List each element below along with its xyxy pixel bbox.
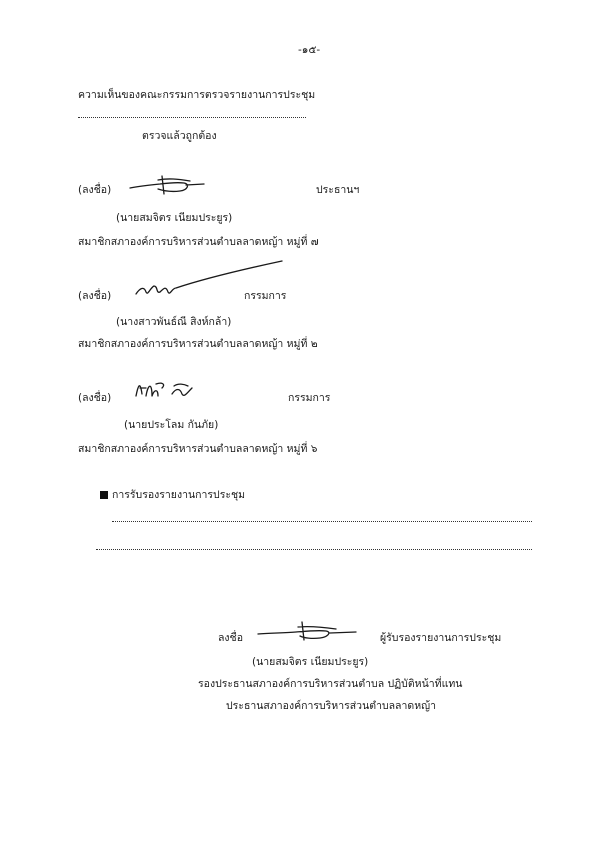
signer-3-role: กรรมการ [288,392,331,404]
signer-3-signature [132,374,196,402]
opinion-dotted-line [78,117,306,118]
signer-2-prefix: (ลงชื่อ) [78,290,112,302]
signer-1-name: (นายสมจิตร เนียมประยูร) [116,212,233,224]
certification-heading-text: การรับรองรายงานการประชุม [112,489,246,501]
signer-2-name: (นางสาวพันธ์ณี สิงห์กล้า) [116,316,232,328]
committee-opinion-heading: ความเห็นของคณะกรรมการตรวจรายงานการประชุม [78,89,316,101]
certifier-position-line-2: ประธานสภาองค์การบริหารส่วนตำบลลาดหญ้า [226,700,436,712]
committee-opinion-result: ตรวจแล้วถูกต้อง [142,130,217,142]
signer-3-name: (นายประโลม กันภัย) [124,419,219,431]
certification-dotted-line-2 [96,549,532,550]
certifier-signature [256,618,360,644]
signer-1-prefix: (ลงชื่อ) [78,184,112,196]
signer-3-prefix: (ลงชื่อ) [78,392,112,404]
certifier-name: (นายสมจิตร เนียมประยูร) [252,656,369,668]
square-bullet-icon [100,491,108,499]
signer-1-role: ประธานฯ [316,184,360,196]
signer-2-role: กรรมการ [244,290,287,302]
signer-2-position: สมาชิกสภาองค์การบริหารส่วนตำบลลาดหญ้า หมู่ที่ ๒ [78,338,318,350]
certifier-prefix: ลงชื่อ [218,632,243,644]
certification-heading [100,489,245,502]
certifier-position-line-1: รองประธานสภาองค์การบริหารส่วนตำบล ปฏิบัติหน้าที่แทน [198,678,463,690]
signer-1-signature [128,170,208,198]
certifier-role: ผู้รับรองรายงานการประชุม [380,632,502,644]
signer-1-position: สมาชิกสภาองค์การบริหารส่วนตำบลลาดหญ้า หมู่ที่ ๗ [78,236,319,248]
page-number: -๑๕- [298,44,321,56]
certification-dotted-line-1 [112,521,532,522]
signer-3-position: สมาชิกสภาองค์การบริหารส่วนตำบลลาดหญ้า หมู่ที่ ๖ [78,443,318,455]
